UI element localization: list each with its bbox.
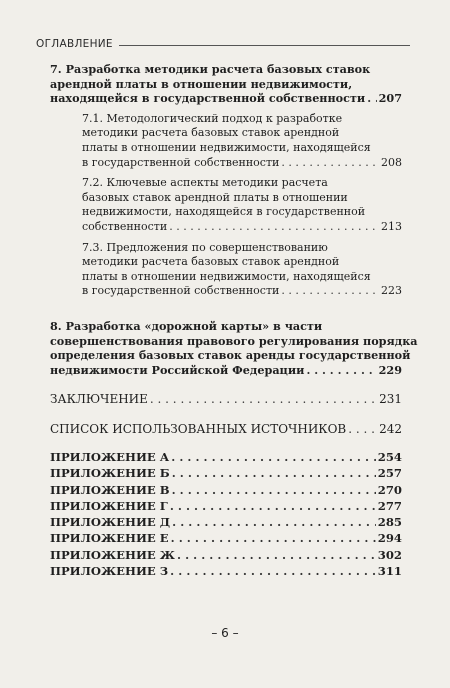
toc-page-number: 294: [377, 531, 402, 546]
toc-entry-appendix: [50, 563, 402, 579]
toc-page-number: 254: [377, 450, 402, 465]
toc-line: 7.2. Ключевые аспекты методики расчета: [82, 176, 328, 190]
toc-page-number: 208: [381, 155, 402, 169]
dot-leader: [306, 363, 376, 378]
toc-entry-sources: [50, 421, 402, 437]
header-title: ОГЛАВЛЕНИЕ: [36, 38, 113, 50]
toc-line: платы в отношении недвижимости, находящейся: [82, 140, 371, 154]
table-of-contents: [50, 62, 418, 579]
dot-leader: [172, 465, 376, 481]
toc-line: в государственной собственности: [82, 284, 280, 298]
toc-page-number: 302: [377, 547, 402, 562]
dot-leader: [171, 449, 376, 465]
toc-entry-appendix: [50, 547, 402, 563]
toc-page-number: 242: [379, 422, 402, 437]
toc-entry-appendix: [50, 482, 402, 498]
header-rule: [119, 45, 410, 46]
dot-leader: [281, 284, 379, 299]
appendix-label: ПРИЛОЖЕНИЕ А: [50, 450, 170, 465]
appendix-label: ПРИЛОЖЕНИЕ Д: [50, 515, 171, 530]
dot-leader: [171, 530, 376, 546]
toc-line: 7. Разработка методики расчета базовых ставок: [50, 62, 371, 76]
appendix-label: ПРИЛОЖЕНИЕ З: [50, 563, 169, 578]
toc-page-number: 213: [381, 219, 402, 233]
dot-leader: [170, 498, 376, 514]
toc-line: 8. Разработка «дорожной карты» в части: [50, 318, 323, 333]
appendix-label: ПРИЛОЖЕНИЕ Е: [50, 531, 169, 546]
dot-leader: [367, 91, 376, 106]
toc-line: базовых ставок арендной платы в отношении: [82, 190, 348, 204]
toc-page-number: 229: [378, 362, 402, 377]
dot-leader: [170, 563, 376, 579]
toc-page-number: 223: [381, 284, 402, 298]
dot-leader: [150, 391, 377, 407]
toc-line: платы в отношении недвижимости, находящейся: [82, 269, 371, 283]
toc-entry-7: [50, 62, 402, 106]
toc-entry-7-3: [82, 241, 402, 299]
toc-entry-appendix: [50, 530, 402, 546]
toc-line: СПИСОК ИСПОЛЬЗОВАННЫХ ИСТОЧНИКОВ: [50, 422, 347, 437]
appendix-label: ПРИЛОЖЕНИЕ Ж: [50, 547, 176, 562]
toc-line: в государственной собственности: [82, 155, 280, 169]
toc-entry-appendix: [50, 498, 402, 514]
appendix-label: ПРИЛОЖЕНИЕ В: [50, 482, 170, 497]
page-header: [36, 38, 410, 50]
toc-line: совершенствования правового регулирования порядка: [50, 333, 418, 348]
dot-leader: [348, 421, 377, 437]
appendix-list: [50, 449, 402, 579]
toc-page-number: 277: [377, 498, 402, 513]
toc-line: 7.3. Предложения по совершенствованию: [82, 240, 328, 254]
toc-line: 7.1. Методологический подход к разработке: [82, 111, 343, 125]
dot-leader: [169, 220, 379, 235]
dot-leader: [177, 547, 376, 563]
toc-entry-conclusion: [50, 391, 402, 407]
page-number-footer: – 6 –: [211, 626, 239, 640]
toc-line: определения базовых ставок аренды государственной: [50, 348, 411, 363]
toc-page-number: 257: [377, 466, 402, 481]
toc-line: недвижимости Российской Федерации: [50, 362, 305, 377]
toc-line: методики расчета базовых ставок арендной: [82, 255, 340, 269]
toc-line: арендной платы в отношении недвижимости,: [50, 76, 353, 91]
dot-leader: [172, 482, 376, 498]
toc-entry-7-2: [82, 176, 402, 234]
toc-page-number: 270: [377, 482, 402, 497]
dot-leader: [172, 514, 376, 530]
toc-page-number: 231: [379, 392, 402, 407]
toc-entry-appendix: [50, 514, 402, 530]
toc-line: недвижимости, находящейся в государственной: [82, 205, 366, 219]
toc-line: находящейся в государственной собственности: [50, 91, 366, 106]
toc-entry-7-1: [82, 112, 402, 170]
toc-line: собственности: [82, 219, 168, 233]
toc-entry-appendix: [50, 465, 402, 481]
toc-page-number: 285: [377, 515, 402, 530]
toc-entry-8: [50, 318, 418, 377]
toc-page-number: 207: [378, 91, 402, 106]
toc-entry-appendix: [50, 449, 402, 465]
appendix-label: ПРИЛОЖЕНИЕ Г: [50, 498, 168, 513]
appendix-label: ПРИЛОЖЕНИЕ Б: [50, 466, 170, 481]
toc-line: ЗАКЛЮЧЕНИЕ: [50, 392, 148, 407]
dot-leader: [281, 156, 379, 171]
toc-line: методики расчета базовых ставок арендной: [82, 126, 340, 140]
toc-page-number: 311: [377, 563, 402, 578]
